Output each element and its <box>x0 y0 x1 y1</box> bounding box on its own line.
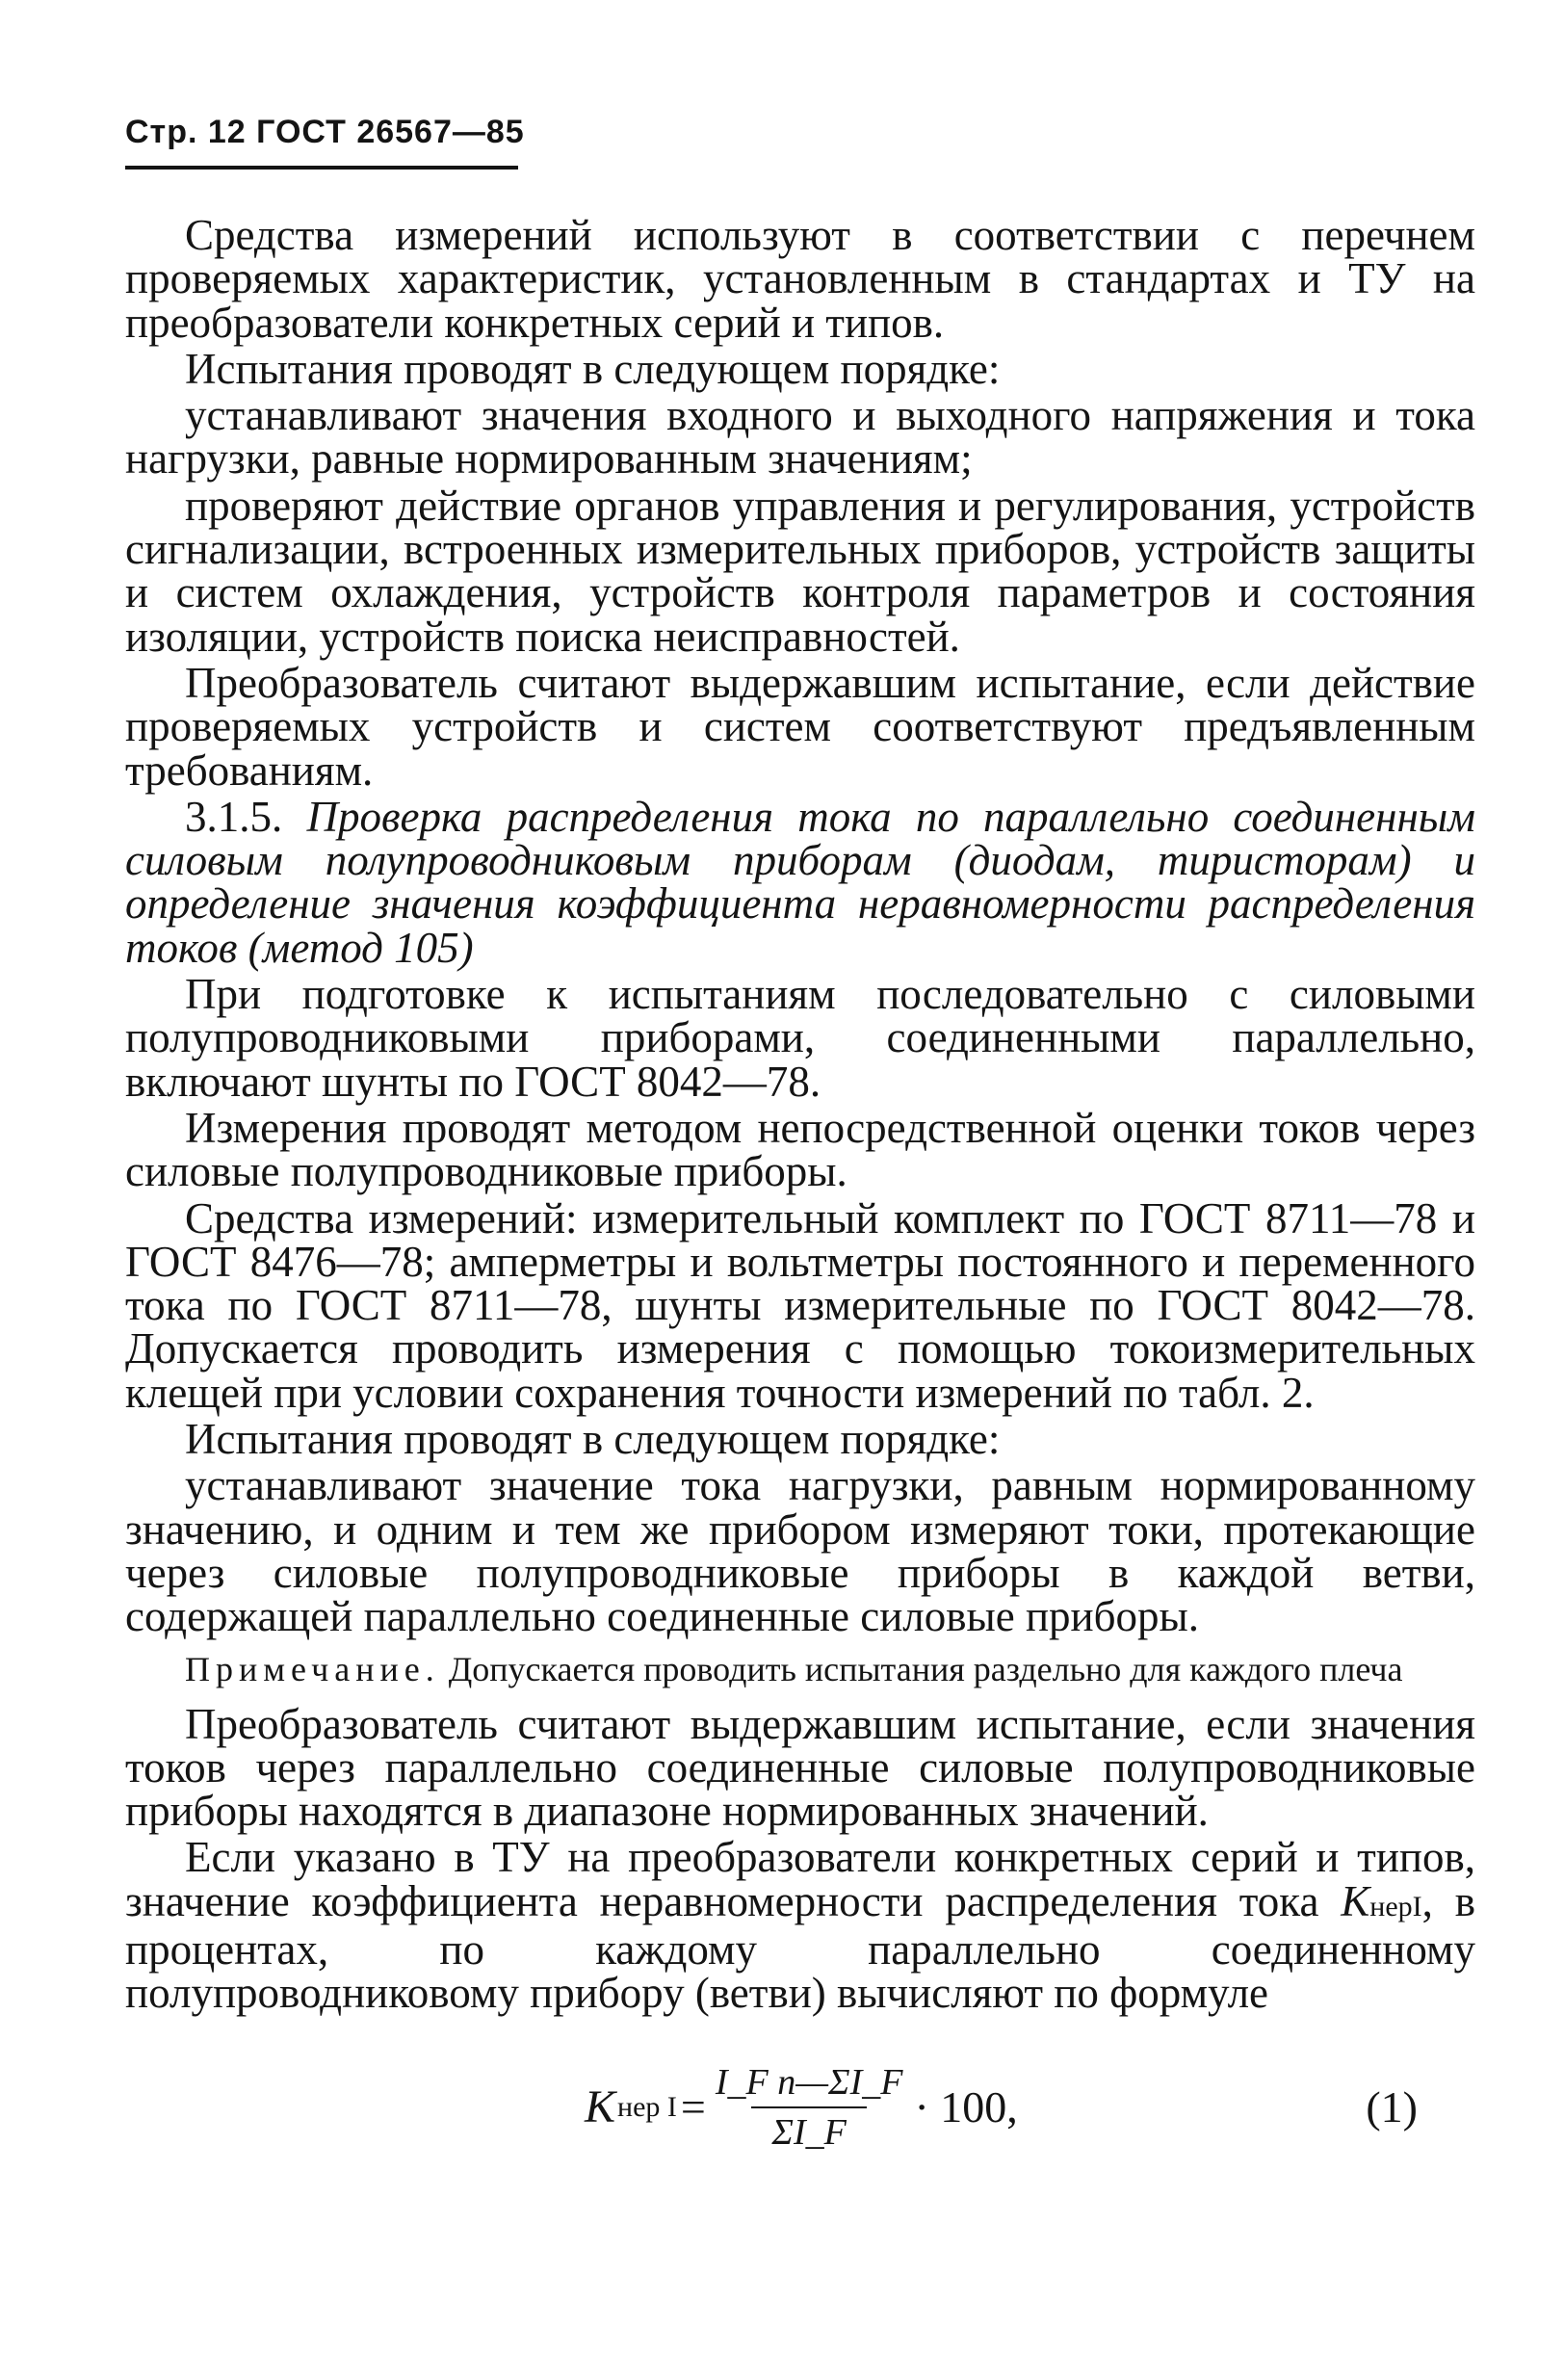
formula-denominator: ΣI_F <box>771 2111 847 2153</box>
paragraph: При подготовке к испытаниям последовательно с силовыми полупроводниковыми приборами, соединенными параллельно, включают шунты по ГОСТ 8042—78. <box>125 970 1475 1106</box>
paragraph: Преобразователь считают выдержавшим испытание, если значения токов через параллельно соединенные силовые полупроводниковые приборы находятся в диапазоне нормированных значений. <box>125 1699 1475 1836</box>
paragraph: устанавливают значение тока нагрузки, равным нормированному значению, и одним и тем же прибором измеряют токи, протекающие через силовые полупроводниковые приборы в каждой ветви, содержащей параллельно соединенные силовые приборы. <box>125 1461 1475 1641</box>
formula-lhs-subscript: нер I <box>617 2090 677 2123</box>
coefficient-symbol: K <box>1341 1876 1370 1925</box>
paragraph-with-symbol <box>125 1833 1475 2018</box>
formula <box>585 2035 1018 2180</box>
formula-number: (1) <box>1366 2081 1418 2132</box>
section-title: Проверка распределения тока по параллельно соединенным силовым полупроводниковым приборам (диодам, тиристорам) и определение значения коэффициента неравномерности распределения токов (метод 105) <box>125 792 1476 972</box>
formula-lhs: K <box>585 2080 616 2132</box>
paragraph: Преобразователь считают выдержавшим испытание, если действие проверяемых устройств и систем соответствуют предъявленным требованиям. <box>125 658 1475 795</box>
section-heading <box>125 792 1476 972</box>
section-number: 3.1.5. <box>185 792 283 841</box>
formula-row <box>125 2035 1475 2180</box>
paragraph: Средства измерений: измерительный комплект по ГОСТ 8711—78 и ГОСТ 8476—78; амперметры и вольтметры постоянного и переменного тока по ГОСТ 8711—78, шунты измерительные по ГОСТ 8042—78. Допускается проводить измерения с помощью токоизмерительных клещей при условии сохранения точности измерений по табл. 2. <box>125 1193 1475 1417</box>
paragraph-text-end: , в процентах, по каждому параллельно соединенному полупроводниковому прибору (ветви) вычисляют по формуле <box>125 1876 1475 2018</box>
note-label: Примечание. <box>185 1649 440 1688</box>
note <box>125 1649 1475 1689</box>
paragraph: проверяют действие органов управления и регулирования, устройств сигнализации, встроенных измерительных приборов, устройств защиты и систем охлаждения, устройств контроля параметров и состояния изоляции, устройств поиска неисправностей. <box>125 481 1475 661</box>
fraction-bar <box>751 2106 867 2108</box>
paragraph: Измерения проводят методом непосредственной оценки токов через силовые полупроводниковые приборы. <box>125 1103 1475 1196</box>
formula-numerator: I_F n—ΣI_F <box>715 2061 903 2103</box>
body-text <box>125 211 1476 2180</box>
paragraph-text-start: Если указано в ТУ на преобразователи конкретных серий и типов, значение коэффициента неравномерности распределения тока <box>125 1833 1475 1925</box>
note-text: Допускается проводить испытания раздельно для каждого плеча <box>448 1649 1403 1688</box>
coefficient-subscript: нерI <box>1369 1890 1422 1922</box>
header-rule <box>125 166 518 170</box>
formula-equals: = <box>680 2081 706 2132</box>
paragraph: устанавливают значения входного и выходного напряжения и тока нагрузки, равные нормированным значениям; <box>125 391 1475 484</box>
formula-multiplier: · 100, <box>914 2081 1018 2132</box>
paragraph: Испытания проводят в следующем порядке: <box>185 1415 1001 1464</box>
formula-fraction <box>716 2061 903 2154</box>
paragraph: Средства измерений используют в соответствии с перечнем проверяемых характеристик, установленным в стандартах и ТУ на преобразователи конкретных серий и типов. <box>125 211 1475 347</box>
paragraph: Испытания проводят в следующем порядке: <box>185 344 1001 393</box>
page-header: Стр. 12 ГОСТ 26567—85 <box>125 114 525 150</box>
